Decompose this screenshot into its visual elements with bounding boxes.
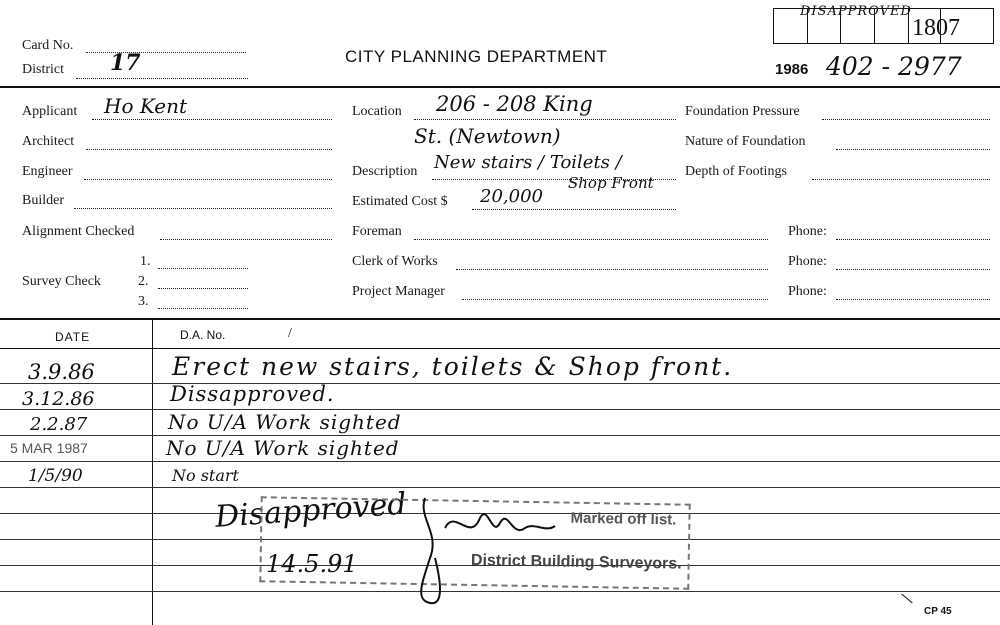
stamp-line-1: Marked off list.	[570, 509, 677, 529]
form-code: CP 45	[924, 606, 952, 617]
date-column-divider	[152, 318, 153, 625]
location-value-1: 206 - 208 King	[436, 92, 593, 116]
log-header-rule	[0, 348, 1000, 349]
description-label: Description	[352, 164, 418, 179]
description-value-2: Shop Front	[568, 174, 654, 192]
builder-label: Builder	[22, 193, 64, 208]
architect-line	[86, 149, 332, 150]
applicant-label: Applicant	[22, 104, 78, 119]
location-value-2: St. (Newtown)	[414, 124, 561, 148]
phone-line-clerk	[836, 269, 990, 270]
entry-date-stamp: 5 MAR 1987	[10, 440, 88, 456]
nature-line	[836, 149, 990, 150]
entry-date: 2.2.87	[30, 414, 88, 435]
phone-label-manager: Phone:	[788, 284, 827, 299]
foundation-pressure-line	[822, 119, 990, 120]
manager-label: Project Manager	[352, 284, 445, 299]
survey-line-3	[158, 308, 248, 309]
phone-line-manager	[836, 299, 990, 300]
da-column-header: D.A. No.	[180, 328, 226, 342]
depth-line	[812, 179, 990, 180]
signature	[400, 488, 560, 608]
card-number-box	[773, 4, 994, 44]
entry-rule	[0, 383, 1000, 384]
description-value-1: New stairs / Toilets /	[434, 152, 622, 173]
department-title: CITY PLANNING DEPARTMENT	[345, 47, 608, 66]
log-top-rule	[0, 318, 1000, 320]
foreman-line	[414, 239, 768, 240]
district-label: District	[22, 62, 64, 77]
location-line	[414, 119, 676, 120]
location-label: Location	[352, 104, 402, 119]
corner-mark	[901, 594, 912, 604]
cost-value: 20,000	[480, 186, 543, 207]
entry-rule	[0, 409, 1000, 410]
phone-label-foreman: Phone:	[788, 224, 827, 239]
phone-label-clerk: Phone:	[788, 254, 827, 269]
date-column-header: DATE	[55, 330, 91, 344]
applicant-line	[92, 119, 332, 120]
entry-date: 1/5/90	[28, 466, 83, 486]
engineer-label: Engineer	[22, 164, 73, 179]
foreman-label: Foreman	[352, 224, 402, 239]
cost-line	[472, 209, 676, 210]
entry-date: 3.12.86	[22, 388, 95, 410]
entry-text: No U/A Work sighted	[166, 436, 400, 460]
year-label: 1986	[775, 61, 809, 78]
entry-text: Dissapproved.	[170, 382, 335, 406]
manager-line	[462, 299, 768, 300]
survey-item-2: 2.	[138, 274, 149, 289]
card-no-label: Card No.	[22, 38, 74, 53]
engineer-line	[84, 179, 332, 180]
survey-item-3: 3.	[138, 294, 149, 309]
depth-label: Depth of Footings	[685, 164, 787, 179]
card-number: 1807	[912, 15, 960, 41]
entry-rule	[0, 461, 1000, 462]
district-line	[76, 78, 248, 79]
nature-label: Nature of Foundation	[685, 134, 806, 149]
alignment-line	[160, 239, 332, 240]
entry-text: No start	[172, 466, 239, 485]
stamp-line-2: District Building Surveyors.	[470, 551, 682, 573]
status-stamp: DISAPPROVED	[800, 4, 912, 19]
entry-text: Erect new stairs, toilets & Shop front.	[172, 352, 734, 381]
district-value: 17	[110, 50, 141, 76]
da-number-slash: /	[288, 326, 292, 341]
survey-label: Survey Check	[22, 274, 101, 289]
builder-line	[74, 208, 332, 209]
cost-label: Estimated Cost $	[352, 194, 448, 209]
survey-item-1: 1.	[140, 254, 151, 269]
file-ref: 402 - 2977	[826, 52, 962, 81]
architect-label: Architect	[22, 134, 75, 149]
final-note: Disapproved	[214, 486, 408, 535]
alignment-label: Alignment Checked	[22, 224, 135, 239]
foundation-pressure-label: Foundation Pressure	[685, 104, 800, 119]
survey-line-2	[158, 288, 248, 289]
entry-rule	[0, 435, 1000, 436]
entry-text: No U/A Work sighted	[168, 410, 402, 434]
survey-line-1	[158, 268, 248, 269]
clerk-line	[456, 269, 768, 270]
final-date: 14.5.91	[266, 550, 358, 578]
header-divider	[0, 86, 1000, 88]
phone-line-foreman	[836, 239, 990, 240]
clerk-label: Clerk of Works	[352, 254, 438, 269]
entry-date: 3.9.86	[28, 360, 95, 384]
applicant-value: Ho Kent	[104, 94, 187, 118]
